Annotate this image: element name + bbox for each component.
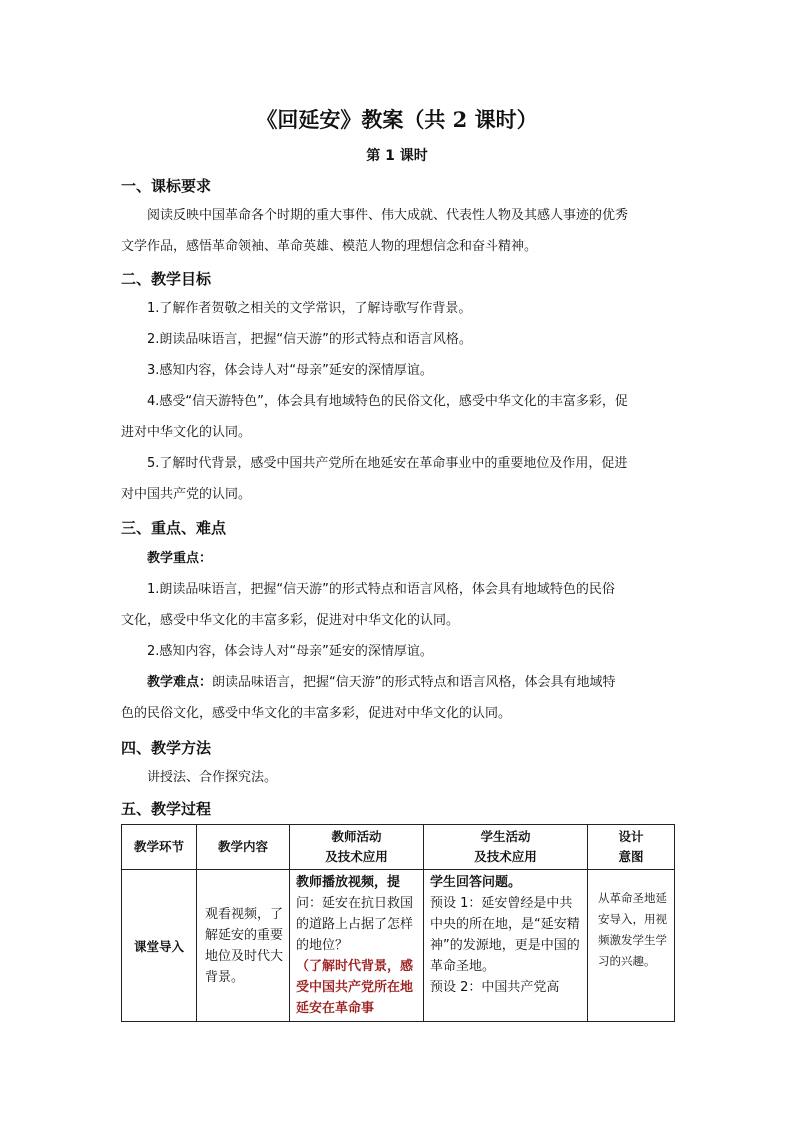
document-title: 《回延安》教案（共 2 课时） (256, 107, 538, 132)
standards-line-2: 文学作品，感悟革命领袖、革命英雄、模范人物的理想信念和奋斗精神。 (121, 239, 538, 254)
student-activity-text: 预设 1：延安曾经是中共中央的所在地，是“延安精神”的发源地，更是中国的革命圣地。 (430, 896, 580, 974)
header-design-intent: 设计 意图 (588, 825, 675, 870)
teacher-activity-bold: 教师播放视频，提 (296, 875, 401, 890)
objective-item: 5.了解时代背景，感受中国共产党所在地延安在革命事业中的重要地位及作用，促进 (147, 456, 628, 471)
objective-item: 1.了解作者贺敬之相关的文学常识，了解诗歌写作背景。 (147, 301, 472, 316)
objective-item-continued: 进对中华文化的认同。 (121, 425, 252, 440)
process-table (121, 824, 675, 1022)
header-student-activity: 学生活动 及技术应用 (424, 825, 588, 870)
key-point-line: 2.感知内容，体会诗人对“母亲”延安的深情厚谊。 (147, 644, 433, 659)
difficulty-line-2: 色的民俗文化，感受中华文化的丰富多彩，促进对中华文化的认同。 (121, 706, 512, 721)
standards-line-1: 阅读反映中国革命各个时期的重大事件、伟大成就、代表性人物及其感人事迹的优秀 (147, 208, 629, 223)
header-stage: 教学环节 (122, 825, 197, 870)
objective-item: 3.感知内容，体会诗人对“母亲”延安的深情厚谊。 (147, 363, 433, 378)
section-heading-key-points: 三、重点、难点 (121, 519, 227, 537)
header-teacher-activity: 教师活动 及技术应用 (290, 825, 424, 870)
row-design-intent: 从革命圣地延安导入，用视频激发学生学习的兴趣。 (588, 870, 675, 1022)
methods-text: 讲授法、合作探究法。 (147, 770, 278, 785)
key-points-label: 教学重点： (147, 551, 213, 566)
student-activity-text-2: 预设 2：中国共产党高 (430, 980, 560, 995)
table-row (122, 870, 675, 1022)
difficulty-label: 教学难点： (147, 675, 213, 690)
difficulty-line-1: 朗读品味语言，把握“信天游”的形式特点和语言风格，体会具有地域特 (212, 675, 616, 690)
methods-paragraph (121, 762, 673, 793)
table-header-row (122, 825, 675, 870)
row-stage: 课堂导入 (122, 870, 197, 1022)
teacher-activity-note: （了解时代背景，感受中国共产党所在地延安在革命事 (296, 959, 414, 1016)
student-activity-bold: 学生回答问题。 (430, 875, 522, 890)
section-heading-standards: 一、课标要求 (121, 177, 212, 195)
objectives-list (121, 293, 673, 510)
header-content: 教学内容 (197, 825, 290, 870)
section-heading-methods: 四、教学方法 (121, 739, 212, 757)
row-student-activity (424, 870, 588, 1022)
key-point-line: 1.朗读品味语言，把握“信天游”的形式特点和语言风格，体会具有地域特色的民俗 (147, 582, 615, 597)
row-content: 观看视频，了解延安的重要地位及时代大背景。 (197, 870, 290, 1022)
section-heading-process: 五、教学过程 (121, 800, 212, 818)
objective-item: 2.朗读品味语言，把握“信天游”的形式特点和语言风格。 (147, 332, 472, 347)
lesson-subtitle: 第 1 课时 (366, 148, 428, 164)
section-heading-objectives: 二、教学目标 (121, 270, 212, 288)
teacher-activity-text: 问：延安在抗日救国的道路上占据了怎样的地位？ (296, 896, 414, 953)
row-teacher-activity (290, 870, 424, 1022)
key-point-line: 文化，感受中华文化的丰富多彩，促进对中华文化的认同。 (121, 613, 460, 628)
key-points-block (121, 543, 673, 729)
objective-item-continued: 对中国共产党的认同。 (121, 487, 252, 502)
standards-paragraph (121, 200, 673, 262)
objective-item: 4.感受“信天游特色”，体会具有地域特色的民俗文化，感受中华文化的丰富多彩，促 (147, 394, 628, 409)
